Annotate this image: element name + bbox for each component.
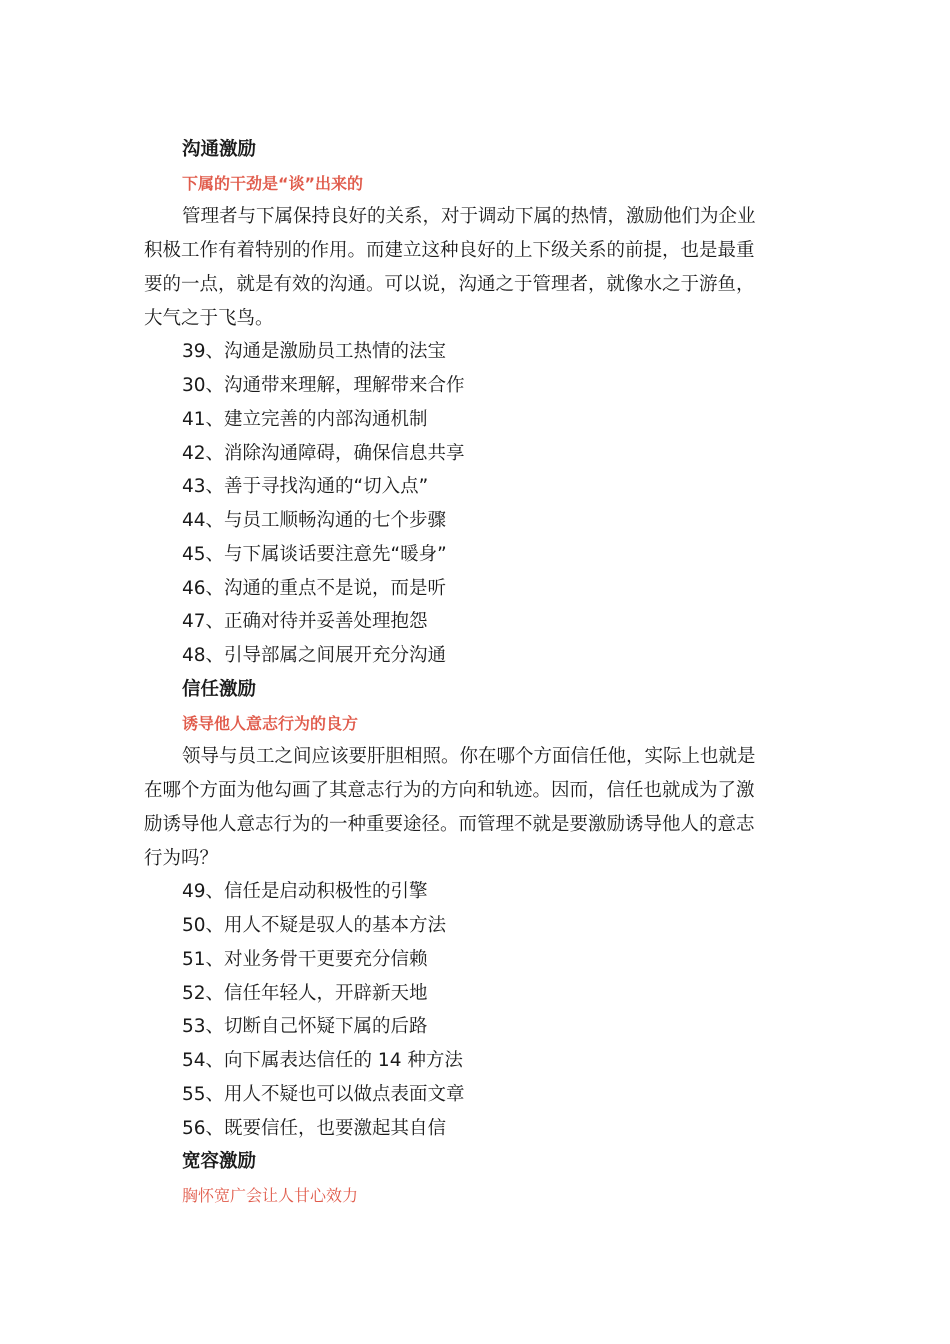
list-item: 46、沟通的重点不是说，而是听 — [182, 578, 447, 599]
section-subheading: 胸怀宽广会让人甘心效力 — [182, 1186, 359, 1205]
list-item: 49、信任是启动积极性的引擎 — [182, 881, 428, 902]
list-item: 47、正确对待并妥善处理抱怨 — [182, 611, 428, 632]
paragraph-line: 在哪个方面为他勾画了其意志行为的方向和轨迹。因而，信任也就成为了激 — [144, 780, 755, 801]
list-item: 50、用人不疑是驭人的基本方法 — [182, 915, 447, 936]
section-subheading: 下属的干劲是“谈”出来的 — [182, 174, 364, 193]
paragraph-line: 管理者与下属保持良好的关系，对于调动下属的热情，激励他们为企业 — [182, 206, 756, 227]
paragraph-line: 行为吗？ — [144, 848, 219, 869]
list-item: 39、沟通是激励员工热情的法宝 — [182, 341, 447, 362]
list-item: 42、消除沟通障碍，确保信息共享 — [182, 443, 465, 464]
list-item: 51、对业务骨干更要充分信赖 — [182, 949, 428, 970]
list-item: 53、切断自己怀疑下属的后路 — [182, 1016, 428, 1037]
paragraph-line: 励诱导他人意志行为的一种重要途径。而管理不就是要激励诱导他人的意志 — [144, 814, 755, 835]
paragraph-line: 大气之于飞鸟。 — [144, 308, 274, 329]
list-item: 41、建立完善的内部沟通机制 — [182, 409, 428, 430]
list-item: 45、与下属谈话要注意先“暖身” — [182, 544, 447, 565]
section-heading: 沟通激励 — [182, 139, 257, 160]
list-item: 30、沟通带来理解，理解带来合作 — [182, 375, 465, 396]
section-heading: 宽容激励 — [182, 1151, 257, 1172]
paragraph-line: 积极工作有着特别的作用。而建立这种良好的上下级关系的前提，也是最重 — [144, 240, 755, 261]
list-item: 56、既要信任，也要激起其自信 — [182, 1118, 447, 1139]
paragraph-line: 要的一点，就是有效的沟通。可以说，沟通之于管理者，就像水之于游鱼， — [144, 274, 755, 295]
section-subheading: 诱导他人意志行为的良方 — [182, 714, 359, 733]
section-heading: 信任激励 — [182, 679, 257, 700]
list-item: 54、向下属表达信任的 14 种方法 — [182, 1050, 463, 1071]
list-item: 55、用人不疑也可以做点表面文章 — [182, 1084, 465, 1105]
list-item: 48、引导部属之间展开充分沟通 — [182, 645, 447, 666]
list-item: 52、信任年轻人，开辟新天地 — [182, 983, 428, 1004]
list-item: 44、与员工顺畅沟通的七个步骤 — [182, 510, 447, 531]
list-item: 43、善于寻找沟通的“切入点” — [182, 476, 429, 497]
paragraph-line: 领导与员工之间应该要肝胆相照。你在哪个方面信任他，实际上也就是 — [182, 746, 756, 767]
